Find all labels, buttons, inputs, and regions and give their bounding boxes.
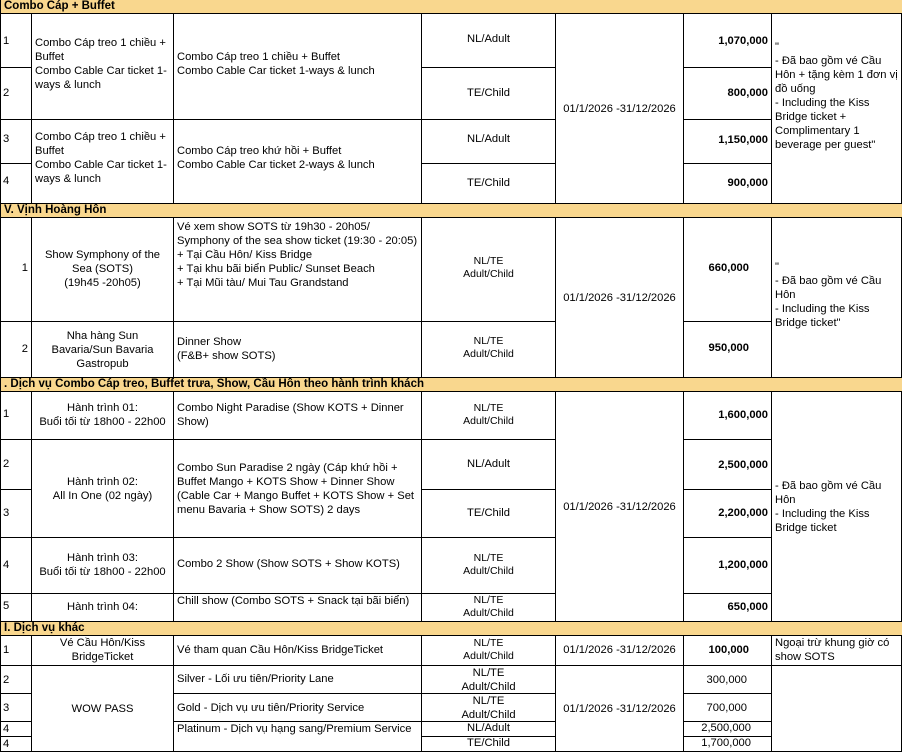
row-number: 2 [0,322,32,378]
ticket-type: TE/Child [422,737,556,752]
product-description: Chill show (Combo SOTS + Snack tại bãi biển) [174,594,422,622]
product-description: Combo Night Paradise (Show KOTS + Dinner Show) [174,392,422,440]
price: 1,600,000 [684,392,772,440]
note: - Đã bao gồm vé Cầu Hôn - Including the Kiss Bridge ticket [772,392,902,622]
ticket-type: NL/TE Adult/Child [422,636,556,666]
product-description: Gold - Dịch vụ ưu tiên/Priority Service [174,694,422,722]
ticket-type: TE/Child [422,164,556,204]
ticket-type: TE/Child [422,490,556,538]
product-name: Hành trình 03: Buổi tối từ 18h00 - 22h00 [32,538,174,594]
product-name: Show Symphony of the Sea (SOTS) (19h45 -20h05) [32,218,174,322]
product-description: Combo Cáp treo khứ hồi + Buffet Combo Cable Car ticket 2-ways & lunch [174,120,422,204]
row-number: 3 [0,120,32,164]
row-number: 1 [0,636,32,666]
product-name: Hành trình 01: Buổi tối từ 18h00 - 22h00 [32,392,174,440]
ticket-type: NL/Adult [422,14,556,68]
validity-date: 01/1/2026 -31/12/2026 [556,666,684,752]
price: 2,500,000 [684,440,772,490]
ticket-type: TE/Child [422,68,556,120]
product-name: Hành trình 02: All In One (02 ngày) [32,440,174,538]
price: 660,000 [684,218,772,322]
product-description: Vé xem show SOTS từ 19h30 - 20h05/ Symphony of the sea show ticket (19:30 - 20:05) + Tại Cầu Hôn/ Kiss Bridge + Tại khu bãi biển Public/ Sunset Beach + Tại Mũi tàu/ Mui Tau Grandstand [174,218,422,322]
note: " - Đã bao gồm vé Cầu Hôn - Including the Kiss Bridge ticket" [772,218,902,378]
product-description: Platinum - Dịch vụ hạng sang/Premium Service [174,722,422,752]
ticket-type: NL/TE Adult/Child [422,218,556,322]
price: 2,500,000 [684,722,772,737]
price: 1,150,000 [684,120,772,164]
price: 2,200,000 [684,490,772,538]
price: 700,000 [684,694,772,722]
ticket-type: NL/Adult [422,120,556,164]
ticket-type: NL/Adult [422,722,556,737]
row-number: 4 [0,737,32,752]
ticket-type: NL/TE Adult/Child [422,694,556,722]
price: 650,000 [684,594,772,622]
ticket-type: NL/TE Adult/Child [422,392,556,440]
product-name: Hành trình 04: [32,594,174,622]
ticket-type: NL/TE Adult/Child [422,666,556,694]
product-description: Silver - Lối ưu tiên/Priority Lane [174,666,422,694]
ticket-type: NL/TE Adult/Child [422,538,556,594]
row-number: 3 [0,490,32,538]
price: 800,000 [684,68,772,120]
price: 100,000 [684,636,772,666]
row-number: 4 [0,722,32,737]
price: 900,000 [684,164,772,204]
product-description: Combo Sun Paradise 2 ngày (Cáp khứ hồi + Buffet Mango + KOTS Show + Dinner Show (Cable Car + Mango Buffet + KOTS Show + Set menu Bavaria + Show SOTS) 2 days [174,440,422,538]
product-name: Combo Cáp treo 1 chiều + Buffet Combo Cable Car ticket 1-ways & lunch [32,14,174,120]
ticket-type: NL/TE Adult/Child [422,322,556,378]
row-number: 4 [0,164,32,204]
product-description: Vé tham quan Cầu Hôn/Kiss BridgeTicket [174,636,422,666]
section-header-combo-buffet: Combo Cáp + Buffet [0,0,902,14]
product-name: WOW PASS [32,666,174,752]
table-left-border [0,0,1,752]
price: 1,700,000 [684,737,772,752]
row-number: 3 [0,694,32,722]
validity-date: 01/1/2026 -31/12/2026 [556,14,684,204]
product-description: Dinner Show (F&B+ show SOTS) [174,322,422,378]
price: 1,070,000 [684,14,772,68]
product-name: Vé Cầu Hôn/Kiss BridgeTicket [32,636,174,666]
section-header-other-services: I. Dịch vụ khác [0,622,902,636]
price: 950,000 [684,322,772,378]
ticket-type: NL/TE Adult/Child [422,594,556,622]
row-number: 2 [0,440,32,490]
row-number: 2 [0,666,32,694]
row-number: 1 [0,218,32,322]
validity-date: 01/1/2026 -31/12/2026 [556,392,684,622]
row-number: 5 [0,594,32,622]
note: Ngoại trừ khung giờ có show SOTS [772,636,902,666]
row-number: 1 [0,392,32,440]
validity-date: 01/1/2026 -31/12/2026 [556,636,684,666]
product-description: Combo Cáp treo 1 chiều + Buffet Combo Cable Car ticket 1-ways & lunch [174,14,422,120]
product-name: Combo Cáp treo 1 chiều + Buffet Combo Cable Car ticket 1-ways & lunch [32,120,174,204]
row-number: 1 [0,14,32,68]
price: 1,200,000 [684,538,772,594]
validity-date: 01/1/2026 -31/12/2026 [556,218,684,378]
price: 300,000 [684,666,772,694]
product-description: Combo 2 Show (Show SOTS + Show KOTS) [174,538,422,594]
section-header-sunset-bay: V. Vịnh Hoàng Hôn [0,204,902,218]
product-name: Nha hàng Sun Bavaria/Sun Bavaria Gastropub [32,322,174,378]
row-number: 2 [0,68,32,120]
note-empty [772,666,902,752]
row-number: 4 [0,538,32,594]
note: " - Đã bao gồm vé Cầu Hôn + tặng kèm 1 đơn vị đồ uống - Including the Kiss Bridge ticket + Complimentary 1 beverage per guest" [772,14,902,204]
section-header-combo-journey: . Dịch vụ Combo Cáp treo, Buffet trưa, Show, Cầu Hôn theo hành trình khách [0,378,902,392]
ticket-type: NL/Adult [422,440,556,490]
